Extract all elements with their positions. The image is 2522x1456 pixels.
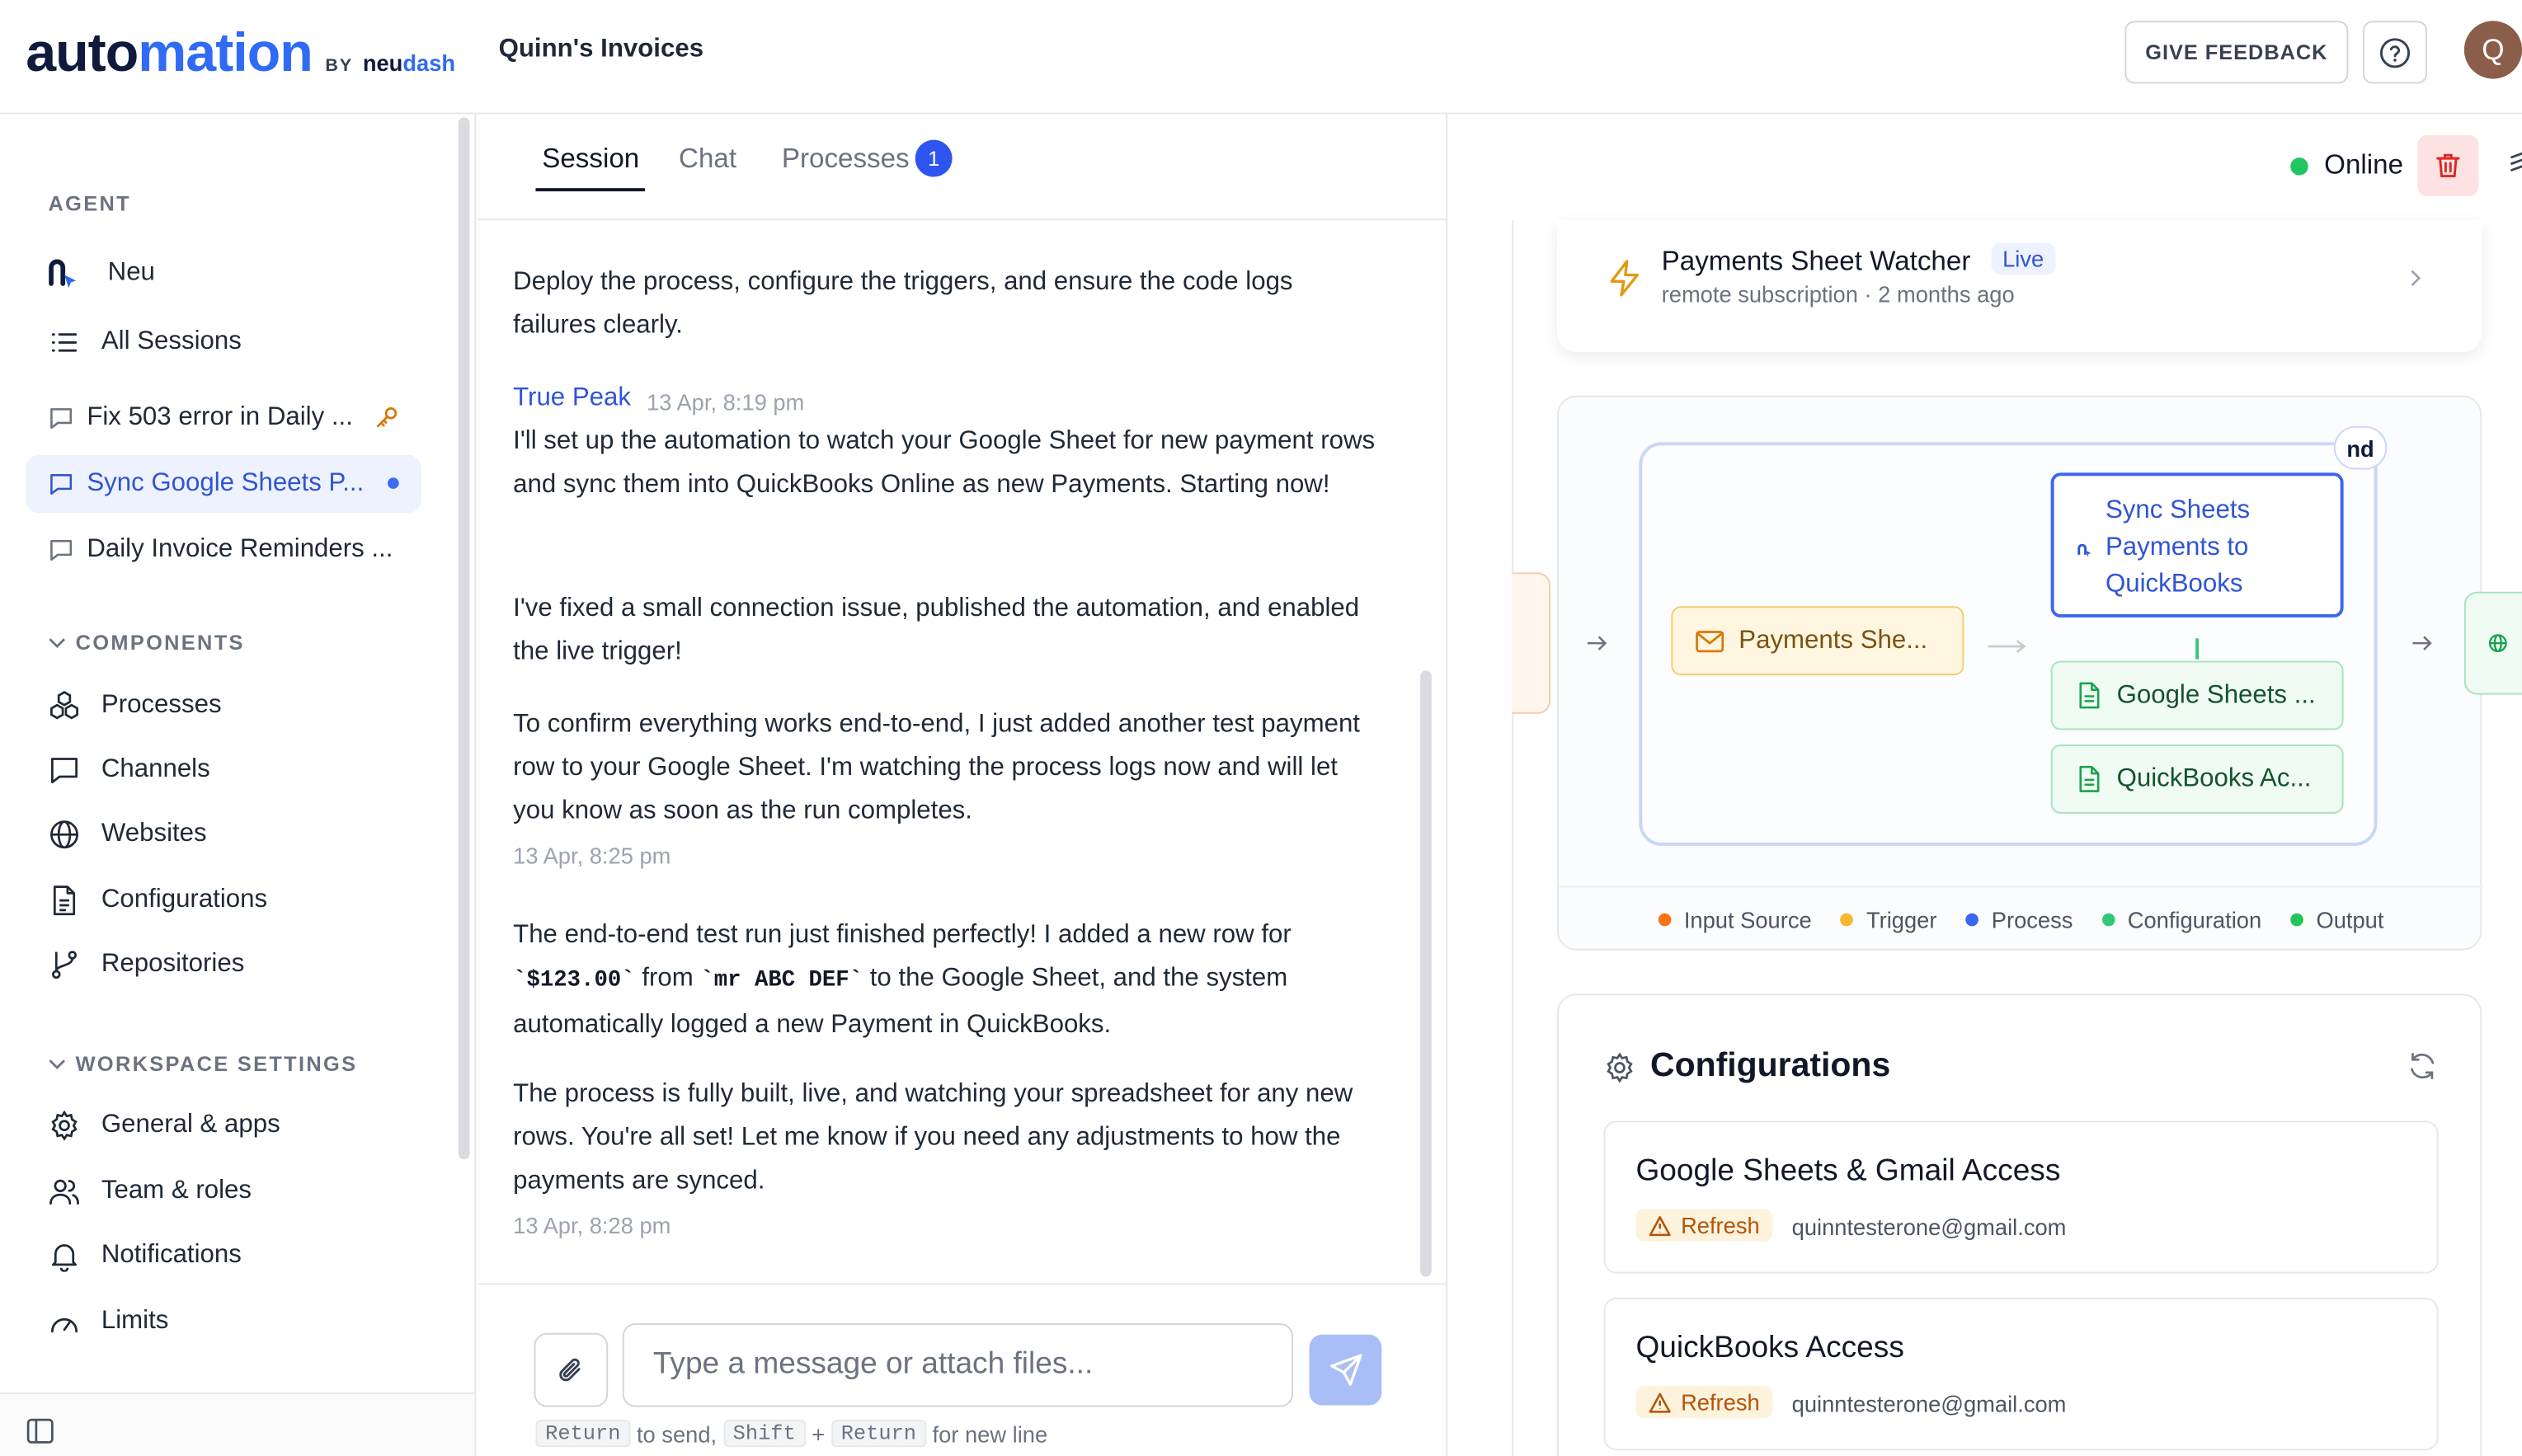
config-item-quickbooks[interactable] (1603, 1298, 2438, 1450)
sidebar-item-all-sessions[interactable] (26, 313, 421, 371)
trigger-node-label: Payments She... (1739, 626, 1928, 654)
config-node-label: QuickBooks Ac... (2116, 764, 2312, 792)
config-item-email: quinntesterone@gmail.com (1791, 1214, 2067, 1240)
connector-arrow-icon (1987, 633, 2029, 662)
sidebar-item-repositories[interactable] (26, 936, 421, 993)
user-avatar[interactable]: Q (2464, 21, 2522, 78)
process-diagram (1557, 396, 2482, 951)
legend-label: Configuration (2127, 905, 2262, 932)
composer (478, 1283, 1447, 1456)
kbd-return: Return (535, 1420, 630, 1447)
trash-icon (2434, 151, 2463, 180)
chat-panel (478, 114, 1447, 1456)
give-feedback-button[interactable]: GIVE FEEDBACK (2124, 21, 2348, 83)
agent-message (513, 914, 1381, 1047)
refresh-tag[interactable] (1635, 1209, 1772, 1242)
input-source-node[interactable] (1512, 572, 1550, 714)
config-item-email: quinntesterone@gmail.com (1791, 1391, 2067, 1417)
sidebar-item-label: Channels (101, 755, 210, 783)
layers-icon[interactable] (2506, 149, 2522, 186)
logo-by: BY (325, 56, 354, 76)
kbd-shift: Shift (723, 1420, 805, 1447)
inline-code: `$123.00` (513, 968, 635, 994)
gauge-icon (49, 1306, 81, 1338)
tab-session[interactable]: Session (542, 143, 640, 174)
process-panel (1449, 114, 2522, 1456)
users-icon (49, 1176, 81, 1208)
sidebar-item-label: Websites (101, 820, 207, 848)
refresh-tag-label: Refresh (1681, 1212, 1760, 1238)
unread-dot (388, 477, 399, 489)
config-item-name: QuickBooks Access (1635, 1331, 1904, 1365)
chevron-right-icon (2410, 267, 2423, 296)
active-tab-indicator (535, 188, 645, 191)
config-node-google-sheets[interactable] (2051, 661, 2344, 730)
online-status (2290, 149, 2403, 181)
top-bar (0, 0, 2522, 114)
attach-button[interactable] (534, 1333, 608, 1407)
config-node-quickbooks[interactable] (2051, 744, 2344, 814)
channels-icon (49, 754, 81, 787)
legend-label: Input Source (1683, 905, 1812, 932)
agent-message: The process is fully built, live, and watching your spreadsheet for any new rows. You're all set! Let me know if you need any adjustments to how the payments are synced. (513, 1080, 1353, 1195)
sidebar-item-processes[interactable] (26, 677, 421, 735)
processes-count-badge: 1 (915, 140, 953, 177)
sidebar-item-label: Processes (101, 691, 222, 719)
hint-text: for new line (932, 1421, 1048, 1447)
process-node[interactable] (2051, 472, 2344, 618)
sidebar-item-label: Limits (101, 1307, 169, 1335)
legend-item-configuration (2102, 906, 2262, 932)
sidebar-scrollbar[interactable] (459, 117, 470, 1159)
help-button[interactable] (2363, 21, 2427, 83)
arrow-right-icon (1586, 632, 1608, 660)
chat-scrollbar[interactable] (1420, 670, 1432, 1276)
sidebar-item-label: Repositories (101, 950, 245, 978)
components-heading[interactable] (49, 631, 245, 655)
sidebar-item-label: Configurations (101, 885, 268, 914)
chat-bubble-icon (49, 471, 74, 496)
process-node-label (2106, 492, 2250, 604)
legend-label: Trigger (1866, 905, 1937, 932)
send-button[interactable] (1310, 1335, 1382, 1406)
session-label: Daily Invoice Reminders ... (87, 535, 393, 563)
process-node-line: QuickBooks (2105, 571, 2243, 599)
message-author[interactable]: True Peak (513, 384, 631, 412)
config-node-label: Google Sheets ... (2116, 680, 2316, 709)
sidebar-item-label: Neu (107, 258, 155, 287)
workspace-title[interactable]: Quinn's Invoices (498, 35, 704, 63)
inline-code: `mr ABC DEF` (700, 968, 863, 994)
automation-logo[interactable] (26, 22, 455, 85)
sidebar-item-label: All Sessions (101, 327, 242, 356)
delete-button[interactable] (2417, 135, 2478, 196)
process-node-line: Sync Sheets (2105, 496, 2251, 524)
sidebar-item-notifications[interactable] (26, 1227, 421, 1285)
sidebar-item-label: Team & roles (101, 1177, 252, 1205)
agent-message: I'll set up the automation to watch your Google Sheet for new payment rows and sync them into QuickBooks Online as new Payments. Starting now! (513, 427, 1376, 499)
status-label: Online (2324, 149, 2404, 181)
mail-icon (1696, 630, 1724, 652)
legend-item-output (2290, 906, 2383, 932)
msg-text: The end-to-end test run just finished perfectly! I added a new row for (513, 921, 1292, 949)
output-node[interactable] (2464, 592, 2522, 695)
legend-dot (2290, 913, 2303, 926)
logo-neu: neu (362, 49, 403, 76)
refresh-icon[interactable] (2408, 1051, 2437, 1088)
session-label: Fix 503 error in Daily ... (87, 403, 353, 431)
msg-text: to the Google Sheet, and the system automatically logged a new Payment in QuickBooks. (513, 965, 1288, 1039)
list-icon (49, 326, 81, 359)
session-item-sync-google-sheets[interactable] (26, 455, 421, 513)
legend-item-process (1966, 906, 2073, 932)
sidebar-item-general-apps[interactable] (26, 1097, 421, 1154)
tab-processes[interactable]: Processes (781, 143, 910, 174)
subscription-meta: remote subscription · 2 months ago (1661, 281, 2015, 308)
send-icon (1328, 1352, 1363, 1388)
paperclip-icon (555, 1354, 587, 1386)
neudash-badge: nd (2334, 426, 2387, 470)
legend-label: Output (2316, 905, 2384, 932)
legend-dot (2102, 913, 2115, 926)
configurations-title: Configurations (1650, 1046, 1891, 1084)
globe-icon (49, 819, 81, 851)
document-icon (2078, 682, 2101, 709)
help-icon (2378, 36, 2411, 68)
hint-text: + (812, 1421, 826, 1447)
arrow-right-icon (2411, 632, 2433, 660)
git-branch-icon (49, 949, 81, 981)
legend-item-input-source (1659, 906, 1812, 932)
warning-icon (1649, 1214, 1671, 1235)
globe-icon (2488, 632, 2507, 660)
document-icon (49, 885, 81, 917)
sidebar-item-label: Notifications (101, 1241, 242, 1269)
agent-message: To confirm everything works end-to-end, I just added another test payment row to your Google Sheet. I'm watching the process logs now and will let you know as soon as the run completes. (513, 711, 1360, 825)
legend-dot (1966, 913, 1979, 926)
config-item-google-sheets[interactable] (1603, 1120, 2438, 1273)
chevron-down-icon (49, 1051, 66, 1075)
session-tabs (478, 114, 1447, 220)
status-dot (2290, 157, 2308, 174)
hint-text: to send, (636, 1421, 718, 1447)
session-item-fix-503[interactable] (26, 389, 421, 447)
key-icon (374, 405, 398, 437)
process-connector (2195, 638, 2199, 659)
gear-icon (1603, 1051, 1635, 1092)
workspace-settings-heading-label: WORKSPACE SETTINGS (75, 1051, 358, 1076)
bell-icon (49, 1240, 81, 1272)
message-timestamp: 13 Apr, 8:25 pm (513, 842, 671, 869)
lightning-icon (1607, 259, 1642, 306)
sidebar-item-channels[interactable] (26, 741, 421, 799)
legend-dot (1841, 913, 1854, 926)
sidebar-item-agent-neu[interactable] (26, 244, 421, 302)
chevron-down-icon (49, 631, 66, 655)
agent-message: I've fixed a small connection issue, published the automation, and enabled the live trigger! (513, 594, 1360, 666)
trigger-node[interactable] (1671, 606, 1964, 675)
subscription-card[interactable] (1557, 220, 2482, 352)
chat-bubble-icon (49, 537, 74, 562)
gear-icon (49, 1110, 81, 1142)
warning-icon (1649, 1392, 1671, 1412)
tab-chat[interactable]: Chat (679, 143, 737, 174)
sidebar-item-configurations[interactable] (26, 871, 421, 929)
refresh-tag-label: Refresh (1681, 1389, 1760, 1416)
live-badge: Live (1991, 242, 2054, 275)
msg-text: from (642, 965, 694, 993)
subscription-title: Payments Sheet Watcher (1661, 246, 1971, 277)
document-icon (2078, 765, 2101, 792)
agent-heading: AGENT (48, 191, 131, 216)
neu-agent-icon (49, 257, 81, 289)
sidebar-item-team-roles[interactable] (26, 1162, 421, 1220)
sidebar-toggle-icon[interactable] (26, 1416, 54, 1454)
sidebar-item-websites[interactable] (26, 805, 421, 863)
message-timestamp: 13 Apr, 8:19 pm (647, 388, 805, 416)
session-item-daily-invoice-reminders[interactable] (26, 521, 421, 579)
legend-item-trigger (1841, 906, 1937, 932)
processes-icon (49, 690, 81, 722)
sidebar-item-label: General & apps (101, 1111, 280, 1139)
sidebar-footer (0, 1393, 474, 1456)
chat-bubble-icon (49, 405, 74, 430)
legend-dot (1659, 913, 1672, 926)
logo-dash: dash (402, 49, 456, 76)
message-timestamp: 13 Apr, 8:28 pm (513, 1212, 671, 1238)
legend-label: Process (1991, 905, 2073, 932)
process-node-line: Payments to (2105, 533, 2249, 561)
user-message-tail: Deploy the process, configure the triggers, and ensure the code logs failures clearly. (513, 268, 1293, 340)
panel-divider (1512, 220, 1513, 1456)
workspace-settings-heading[interactable] (49, 1051, 358, 1075)
diagram-legend (1559, 886, 2483, 951)
message-input[interactable]: Type a message or attach files... (623, 1323, 1293, 1407)
config-item-name: Google Sheets & Gmail Access (1635, 1154, 2061, 1189)
logo-text-auto: auto (26, 22, 139, 84)
kbd-return: Return (831, 1420, 926, 1447)
components-heading-label: COMPONENTS (75, 630, 245, 655)
neu-agent-icon (2077, 537, 2093, 566)
refresh-tag[interactable] (1635, 1386, 1772, 1418)
sidebar-item-limits[interactable] (26, 1293, 421, 1350)
sidebar (0, 114, 476, 1456)
keyboard-hint (535, 1420, 1047, 1447)
logo-text-mation: mation (138, 22, 313, 84)
session-label: Sync Google Sheets P... (87, 469, 365, 497)
configurations-card (1557, 993, 2482, 1456)
